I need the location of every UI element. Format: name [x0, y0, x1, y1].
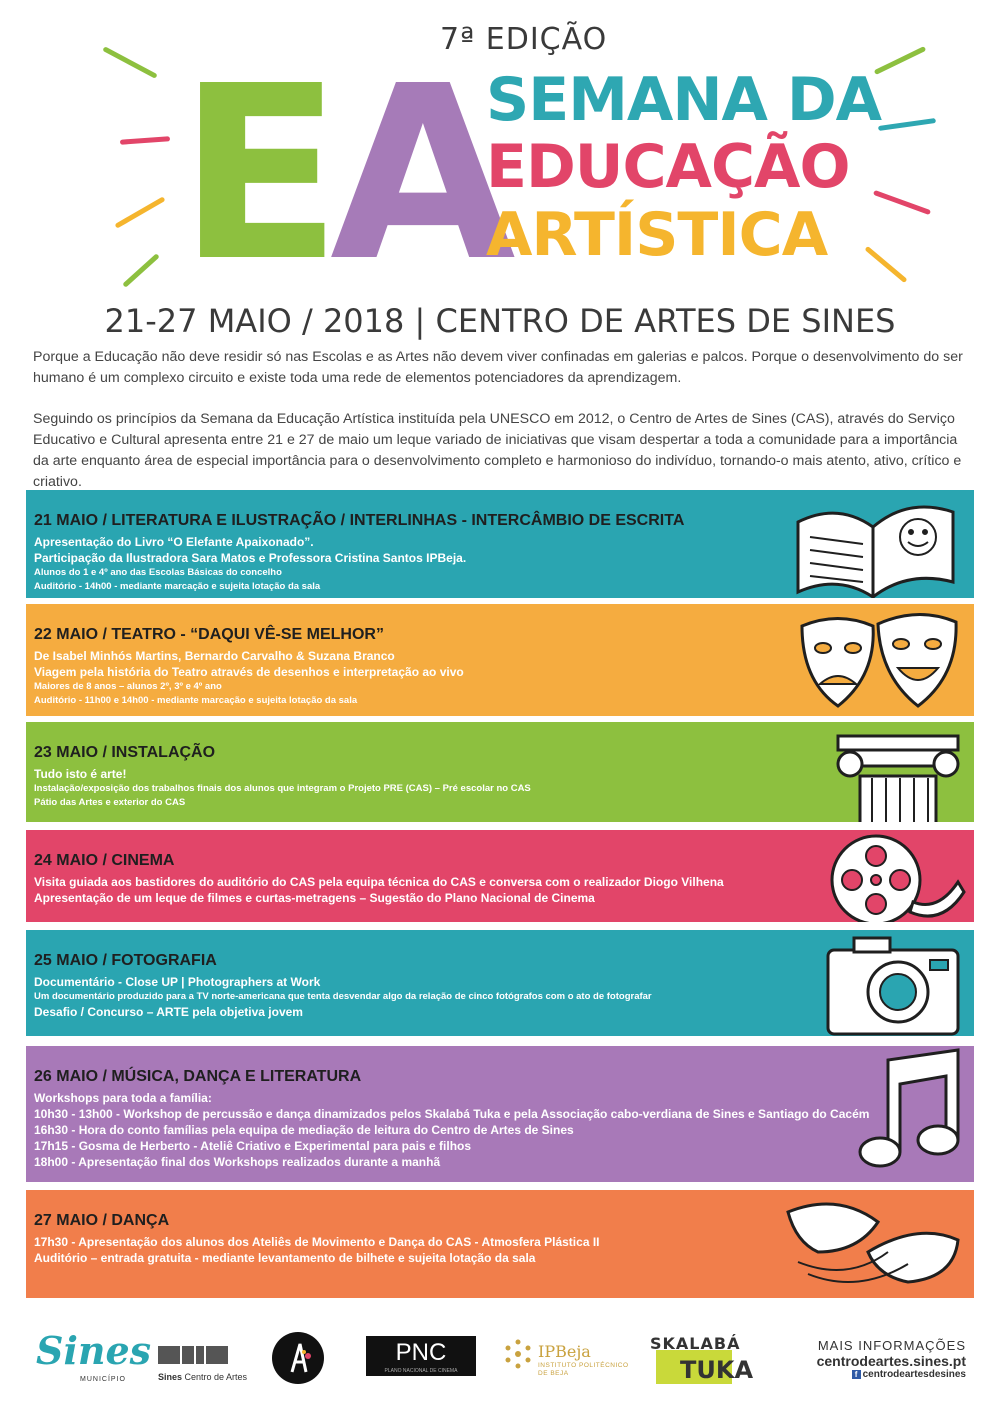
more-info-block [817, 1338, 966, 1380]
event-line: 16h30 - Hora do conto famílias pela equipa de mediação de leitura do Centro de Artes de Sines [34, 1123, 574, 1137]
event-title: 24 MAIO / CINEMA [34, 852, 175, 869]
decorative-ray [878, 118, 936, 131]
event-line: Documentário - Close UP | Photographers at Work [34, 975, 321, 989]
ea-logo-a: A [329, 34, 504, 314]
event-band-literature [26, 490, 974, 598]
event-dates: 21-27 MAIO / 2018 | CENTRO DE ARTES DE SINES [104, 302, 896, 340]
website-link[interactable]: centrodeartes.sines.pt [816, 1353, 966, 1369]
event-title: 21 MAIO / LITERATURA E ILUSTRAÇÃO / INTERLINHAS - INTERCÂMBIO DE ESCRITA [34, 512, 685, 529]
ipbeja-subtitle-line: DE BEJA [538, 1370, 569, 1377]
pnc-logo-subtitle: PLANO NACIONAL DE CINEMA [384, 1368, 458, 1374]
ipbeja-subtitle-line: INSTITUTO POLITÉCNICO [538, 1362, 629, 1369]
decorative-ray [864, 246, 907, 283]
pnc-logo: PNC [366, 1336, 476, 1376]
facebook-link[interactable] [817, 1369, 966, 1380]
event-detail: Um documentário produzido para a TV norte-americana que tenta desvendar algo da relação de cinco fotógrafos com o ato de fotografar [34, 991, 652, 1002]
cas-logo-rest: Centro de Artes [182, 1372, 248, 1382]
poster-header [0, 0, 1000, 314]
event-detail: Auditório - 14h00 - mediante marcação e sujeita lotação da sala [34, 581, 321, 592]
event-line: Workshops para toda a família: [34, 1091, 212, 1105]
cas-logo-bold: Sines [158, 1372, 183, 1382]
ipbeja-logo: IPBeja [538, 1342, 591, 1361]
edition-label: 7ª EDIÇÃO [440, 22, 608, 57]
association-logo-icon [272, 1332, 324, 1384]
event-title: 26 MAIO / MÚSICA, DANÇA E LITERATURA [34, 1068, 362, 1085]
ea-logo [178, 34, 504, 314]
decorative-ray [874, 46, 927, 75]
event-line: Apresentação do Livro “O Elefante Apaixonado”. [34, 535, 314, 549]
event-line: 17h15 - Gosma de Herberto - Ateliê Criativo e Experimental para pais e filhos [34, 1139, 472, 1153]
event-line: 18h00 - Apresentação final dos Workshops realizados durante a manhã [34, 1155, 441, 1169]
more-info-label: MAIS INFORMAÇÕES [817, 1338, 966, 1353]
event-line: Desafio / Concurso – ARTE pela objetiva jovem [34, 1005, 303, 1019]
title-line-2: EDUCAÇÃO [486, 132, 850, 202]
event-band-photography [26, 930, 974, 1036]
sines-municipality-logo [36, 1328, 151, 1373]
sines-logo-text: Sines [36, 1328, 152, 1373]
title-line-1: SEMANA DA [486, 65, 882, 135]
event-line: Viagem pela história do Teatro através de desenhos e interpretação ao vivo [34, 665, 464, 679]
event-detail: Instalação/exposição dos trabalhos finais dos alunos que integram o Projeto PRE (CAS) – Pré escolar no CAS [34, 783, 531, 794]
facebook-handle: centrodeartesdesines [862, 1369, 966, 1380]
decorative-ray [102, 46, 157, 79]
sines-logo-subtitle: MUNICÍPIO [80, 1376, 126, 1383]
event-band-music [26, 1046, 974, 1182]
event-detail: Pátio das Artes e exterior do CAS [34, 797, 186, 808]
event-line: Apresentação de um leque de filmes e curtas-metragens – Sugestão do Plano Nacional de Cinema [34, 891, 595, 905]
sponsor-logos [0, 1320, 1000, 1410]
event-detail: Maiores de 8 anos – alunos 2º, 3º e 4º ano [34, 681, 222, 692]
event-line: 10h30 - 13h00 - Workshop de percussão e dança dinamizados pelos Skalabá Tuka e pela Associação cabo-verdiana de Sines e Santiago do Cacém [34, 1107, 870, 1121]
title-line-3: ARTÍSTICA [486, 200, 828, 270]
tuka-logo-text: TUKA [680, 1356, 754, 1384]
event-title: 23 MAIO / INSTALAÇÃO [34, 744, 216, 761]
intro-paragraph-1: Porque a Educação não deve residir só nas Escolas e as Artes não devem viver confinadas em galerias e palcos. Porque o desenvolvimento do ser humano é um complexo circuito e existe toda uma rede de elementos potenciadores da aprendizagem. [33, 349, 963, 386]
event-band-installation [26, 722, 974, 822]
facebook-icon: f [852, 1370, 861, 1379]
skalaba-logo-text: SKALABÁ [650, 1334, 741, 1353]
event-title: 22 MAIO / TEATRO - “DAQUI VÊ-SE MELHOR” [34, 626, 384, 643]
event-title: 27 MAIO / DANÇA [34, 1212, 170, 1229]
event-band-theater [26, 604, 974, 716]
ea-logo-e: E [178, 34, 330, 314]
cas-logo-icon [158, 1346, 230, 1369]
event-title: 25 MAIO / FOTOGRAFIA [34, 952, 217, 969]
event-band-cinema [26, 830, 974, 922]
event-line: Participação da Ilustradora Sara Matos e Professora Cristina Santos IPBeja. [34, 551, 467, 565]
event-line: Auditório – entrada gratuita - mediante levantamento de bilhete e sujeita lotação da sala [34, 1251, 536, 1265]
event-line: Visita guiada aos bastidores do auditório do CAS pela equipa técnica do CAS e conversa com o realizador Diogo Vilhena [34, 875, 724, 889]
event-line: 17h30 - Apresentação dos alunos dos Ateliês de Movimento e Dança do CAS - Atmosfera Plástica II [34, 1235, 600, 1249]
event-line: Tudo isto é arte! [34, 767, 127, 781]
decorative-ray [115, 196, 166, 228]
event-band-dance [26, 1190, 974, 1298]
ipbeja-logo-subtitle [538, 1362, 629, 1378]
cas-logo-text [158, 1372, 247, 1382]
decorative-ray [122, 253, 160, 287]
intro-paragraph-2: Seguindo os princípios da Semana da Educação Artística instituída pela UNESCO em 2012, o Centro de Artes de Sines (CAS), através do Serviço Educativo e Cultural apresenta entre 21 e 27 de maio um leque variado de iniciativas que visam despertar a toda a comunidade para a importância da arte enquanto área de especial importância para o desenvolvimento completo e harmonioso do indivíduo, tornando-o mais atento, ativo, crítico e criativo. [33, 411, 962, 490]
decorative-ray [120, 136, 170, 144]
event-detail: Alunos do 1 e 4º ano das Escolas Básicas do concelho [34, 567, 282, 578]
decorative-ray [873, 190, 931, 215]
event-line: De Isabel Minhós Martins, Bernardo Carvalho & Suzana Branco [34, 649, 395, 663]
ipbeja-dots-icon [502, 1338, 534, 1370]
event-detail: Auditório - 11h00 e 14h00 - mediante marcação e sujeita lotação da sala [34, 695, 358, 706]
